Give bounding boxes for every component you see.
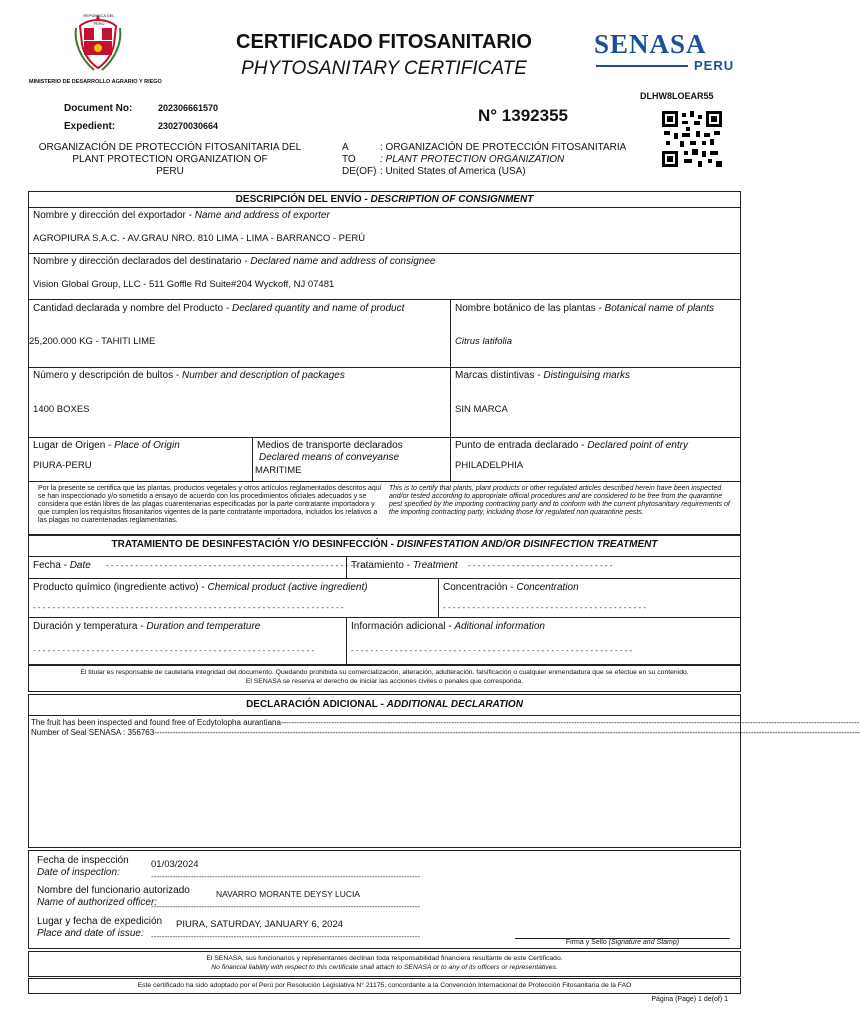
divider xyxy=(450,437,451,481)
officer-line: ----------------------------------------------------------------------------------------------------- xyxy=(151,902,421,911)
additional-header: DECLARACIÓN ADICIONAL - ADDITIONAL DECLARATION xyxy=(246,699,523,710)
consignment-header xyxy=(28,194,741,205)
entry-label: Punto de entrada declarado - Declared point of entry xyxy=(455,440,688,451)
chemical-line: - - - - - - - - - - - - - - - - - - - - - - - - - - - - - - - - - - - - - - - - - - - - - - - - - - - - - - - - - - - - - - - - xyxy=(33,603,344,612)
botanical-value: Citrus latifolia xyxy=(455,336,513,347)
officer-value: NAVARRO MORANTE DEYSY LUCIA xyxy=(216,889,361,899)
inspection-date-label-en: Date of inspection: xyxy=(37,867,120,878)
divider xyxy=(28,715,741,716)
divider xyxy=(252,437,253,481)
origin-label: Lugar de Origen - Place of Origin xyxy=(33,440,180,451)
quantity-label: Cantidad declarada y nombre del Producto - Declared quantity and name of product xyxy=(33,303,405,314)
additional-line2: Number of Seal SENASA : 356763------------------------------------------------------------------------------------------------------------------------------------------------------------------------------------------------------------------------------------------------------------------------- xyxy=(31,728,860,737)
certify-text-en: This is to certify that plants, plant products or other regulated articles described herein have been inspected and/or tested according to appropriate official procedures and are considered to be free from the quarantine pest specified by the importing contracting party and to conform with the current phytosanitary requirements of the importing contracting party, including those for regulated non quarantine pests. xyxy=(389,485,730,516)
title-es: CERTIFICADO FITOSANITARIO xyxy=(236,31,532,53)
divider xyxy=(28,207,741,208)
certificate-number: N° 1392355 xyxy=(478,106,568,125)
treatment-date-line: - - - - - - - - - - - - - - - - - - - - - - - - - - - - - - - - - - - - - - - - - - - - - - - - - - - - - - xyxy=(106,561,368,570)
exporter-value: AGROPIURA S.A.C. - AV.GRAU NRO. 810 LIMA - LIMA - BARRANCO - PERÚ xyxy=(33,233,366,244)
additional-line1: The fruit has been inspected and found free of Ecdytolopha aurantiana------------------------------------------------------------------------------------------------------------------------------------------------------------------------------------------------------------------------- xyxy=(31,718,860,727)
divider xyxy=(28,253,741,254)
org-from-es: ORGANIZACIÓN DE PROTECCIÓN FITOSANITARIA DEL xyxy=(38,142,302,153)
divider xyxy=(28,437,741,438)
divider xyxy=(438,578,439,617)
liability-es: El SENASA, sus funcionarios y representantes declinan toda responsabilidad financiera resultante de este Certificado. xyxy=(206,955,563,962)
org-to-country: : United States of America (USA) xyxy=(380,166,526,177)
certify-text-es: Por la presente se certifica que las plantas, productos vegetales y otros artículos reglamentados descritos aquí se han inspeccionado y/o sometido a ensayo de acuerdo con los procedimientos oficiales adecuados y se considera que están libres de las plagas cuarentenarias especificadas por la parte contratante importadora y que cumplen los requisitos fitosanitarios vigentes de la parte contratante importadora, incluidos los relativos a las plagas no cuarentenadas reglamentarias. xyxy=(38,485,382,524)
org-to-es: : ORGANIZACIÓN DE PROTECCIÓN FITOSANITARIA xyxy=(380,142,627,153)
duration-label: Duración y temperatura - Duration and temperature xyxy=(33,621,261,632)
logo-rule xyxy=(596,65,688,67)
concentration-label: Concentración - Concentration xyxy=(443,582,579,593)
transport-label-en: Declared means of conveyanse xyxy=(259,452,400,463)
responsibility-line1: El titular es responsable de cautelarla integridad del documento. Quedando prohibida su comercialización, alteración, adulteración, falsificación o cualquier enmendadura que se efectue en su contenido. xyxy=(80,669,689,676)
divider xyxy=(28,578,741,579)
ministry-name: MINISTERIO DE DESARROLLO AGRARIO Y RIEGO xyxy=(29,79,162,85)
consignee-label: Nombre y dirección declarados del destinatario - Declared name and address of consignee xyxy=(33,256,436,267)
issue-line: ----------------------------------------------------------------------------------------------------- xyxy=(151,932,421,941)
treatment-header: TRATAMIENTO DE DESINFESTACIÓN Y/O DESINFECCIÓN - DISINFESTATION AND/OR DISINFECTION TREATMENT xyxy=(111,539,658,550)
info-line: - - - - - - - - - - - - - - - - - - - - - - - - - - - - - - - - - - - - - - - - - - - - - - - - - - - - - - - - - - xyxy=(351,646,633,655)
org-to-de: DE(OF) xyxy=(342,166,377,177)
botanical-label: Nombre botánico de las plantas - Botanical name of plants xyxy=(455,303,715,314)
org-to-a: A xyxy=(342,142,349,153)
liability-en: No financial liability with respect to this certificate shall attach to SENASA or to any of its officers or representatives. xyxy=(211,964,558,971)
org-from-en: PLANT PROTECTION ORGANIZATION OF xyxy=(72,154,268,165)
divider xyxy=(28,367,741,368)
page-number: Página (Page) 1 de(of) 1 xyxy=(651,996,728,1003)
inspection-date-label-es: Fecha de inspección xyxy=(37,855,129,866)
document-no-value: 202306661570 xyxy=(158,103,219,113)
responsibility-line2: El SENASA se reserva el derecho de iniciar las acciones civiles o penales que corresponda. xyxy=(245,678,524,685)
treatment-type-line: - - - - - - - - - - - - - - - - - - - - - - - - - - - - - - xyxy=(468,561,613,570)
senasa-logo-sub: PERU xyxy=(694,58,735,73)
origin-value: PIURA-PERU xyxy=(33,460,92,471)
divider xyxy=(346,617,347,665)
signature-caption: Firma y Sello (Signature and Stamp) xyxy=(565,939,680,946)
concentration-line: - - - - - - - - - - - - - - - - - - - - - - - - - - - - - - - - - - - - - - - - - - xyxy=(443,603,647,612)
adoption-text: Este certificado ha sido adoptado por el Perú por Resolución Legislativa N° 21175, concordante a la Convención Internacional de Protección Fitosanitaria de la FAO xyxy=(137,982,632,989)
info-label: Información adicional - Aditional information xyxy=(351,621,545,632)
expedient-value: 230270030664 xyxy=(158,121,219,131)
quantity-value: 25,200.000 KG - TAHITI LIME xyxy=(29,336,156,347)
org-to-to: TO xyxy=(342,154,356,165)
marks-value: SIN MARCA xyxy=(455,404,508,415)
entry-value: PHILADELPHIA xyxy=(455,460,524,471)
divider xyxy=(28,481,741,482)
divider xyxy=(28,556,741,557)
qr-code-icon xyxy=(662,111,722,167)
issue-label-en: Place and date of issue: xyxy=(37,928,144,939)
duration-line: - - - - - - - - - - - - - - - - - - - - - - - - - - - - - - - - - - - - - - - - - - - - - - - - - - - - - - - - - - xyxy=(33,646,315,655)
crest-caption: REPÚBLICA DEL PERÚ xyxy=(83,13,115,26)
chemical-label: Producto químico (ingrediente activo) - Chemical product (active ingredient) xyxy=(33,582,368,593)
issue-label-es: Lugar y fecha de expedición xyxy=(37,916,163,927)
divider xyxy=(28,617,741,618)
treatment-type-label: Tratamiento - Treatment xyxy=(351,560,458,571)
transport-value: MARITIME xyxy=(255,465,302,476)
inspection-date-value: 01/03/2024 xyxy=(151,859,199,870)
consignment-header-en: DESCRIPTION OF CONSIGNMENT xyxy=(370,194,534,205)
divider xyxy=(450,299,451,437)
officer-label-en: Name of authorized officer: xyxy=(37,897,158,908)
consignee-value: Vision Global Group, LLC - 511 Goffle Rd Suite#204 Wyckoff, NJ 07481 xyxy=(33,279,335,290)
org-from-country: PERU xyxy=(156,166,184,177)
senasa-logo-text: SENASA xyxy=(594,29,707,59)
transport-label-es: Medios de transporte declarados xyxy=(257,440,403,451)
treatment-date-label: Fecha - Date xyxy=(33,560,91,571)
document-no-label: Document No: xyxy=(64,103,133,114)
verification-code: DLHW8LOEAR55 xyxy=(640,91,714,101)
packages-label: Número y descripción de bultos - Number and description of packages xyxy=(33,370,345,381)
org-to-en: : PLANT PROTECTION ORGANIZATION xyxy=(380,154,565,165)
divider xyxy=(346,556,347,578)
consignment-header-es: DESCRIPCIÓN DEL ENVÍO - xyxy=(235,194,371,205)
senasa-logo xyxy=(594,30,736,76)
officer-label-es: Nombre del funcionario autorizado xyxy=(37,885,190,896)
expedient-label: Expedient: xyxy=(64,121,116,132)
title-en: PHYTOSANITARY CERTIFICATE xyxy=(241,58,527,79)
issue-value: PIURA, SATURDAY, JANUARY 6, 2024 xyxy=(176,919,344,930)
exporter-label: Nombre y dirección del exportador - Name and address of exporter xyxy=(33,210,330,221)
divider xyxy=(28,299,741,300)
inspection-date-line: ----------------------------------------------------------------------------------------------------- xyxy=(151,872,421,881)
marks-label: Marcas distintivas - Distinguising marks xyxy=(455,370,631,381)
packages-value: 1400 BOXES xyxy=(33,404,90,415)
